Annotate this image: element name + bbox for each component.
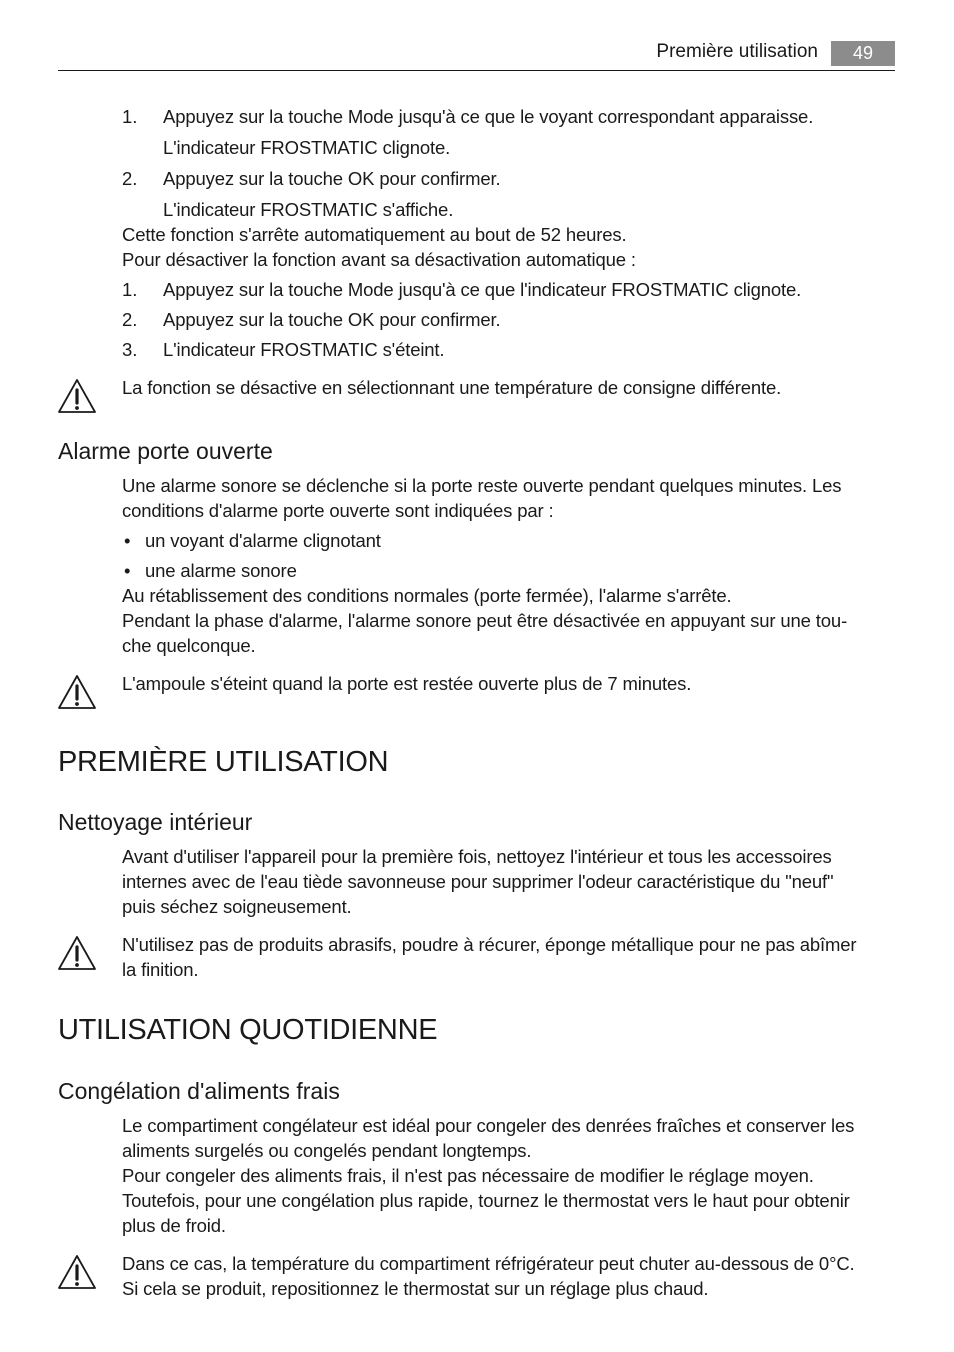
paragraph-line: plus de froid. xyxy=(122,1215,226,1236)
paragraph-line: internes avec de l'eau tiède savonneuse pour supprimer l'odeur caractéristique du "neuf" xyxy=(122,871,834,892)
warning-text: la finition. xyxy=(122,959,199,980)
paragraph-line: Toutefois, pour une congélation plus rapide, tournez le thermostat vers le haut pour obtenir xyxy=(122,1190,850,1211)
warning-triangle-icon xyxy=(57,1254,97,1290)
list-item: une alarme sonore xyxy=(145,560,297,581)
step-text: Appuyez sur la touche Mode jusqu'à ce que le voyant correspondant apparaisse. xyxy=(163,106,814,127)
paragraph-line: Pour désactiver la fonction avant sa désactivation automatique : xyxy=(122,249,636,270)
step-number: 1. xyxy=(122,106,138,127)
paragraph-line: Le compartiment congélateur est idéal pour congeler des denrées fraîches et conserver les xyxy=(122,1115,855,1136)
bullet-icon: • xyxy=(124,560,131,581)
chapter-title: UTILISATION QUOTIDIENNE xyxy=(58,1014,438,1046)
paragraph-line: conditions d'alarme porte ouverte sont indiquées par : xyxy=(122,500,554,521)
section-title: Alarme porte ouverte xyxy=(58,438,273,464)
page-number: 49 xyxy=(831,41,895,66)
paragraph-line: Pendant la phase d'alarme, l'alarme sonore peut être désactivée en appuyant sur une tou- xyxy=(122,610,848,631)
paragraph-line: aliments surgelés ou congelés pendant longtemps. xyxy=(122,1140,532,1161)
section-title: Congélation d'aliments frais xyxy=(58,1078,340,1104)
warning-text: N'utilisez pas de produits abrasifs, poudre à récurer, éponge métallique pour ne pas abîmer xyxy=(122,934,857,955)
step-number: 3. xyxy=(122,339,138,360)
running-header: Première utilisation xyxy=(656,41,818,62)
step-number: 2. xyxy=(122,168,138,189)
paragraph-line: che quelconque. xyxy=(122,635,256,656)
step-result: L'indicateur FROSTMATIC clignote. xyxy=(163,137,451,158)
paragraph-line: puis séchez soigneusement. xyxy=(122,896,352,917)
bullet-icon: • xyxy=(124,530,131,551)
paragraph-line: Une alarme sonore se déclenche si la porte reste ouverte pendant quelques minutes. Les xyxy=(122,475,842,496)
list-item: un voyant d'alarme clignotant xyxy=(145,530,381,551)
step-number: 1. xyxy=(122,279,138,300)
paragraph-line: Au rétablissement des conditions normales (porte fermée), l'alarme s'arrête. xyxy=(122,585,732,606)
paragraph-line: Pour congeler des aliments frais, il n'est pas nécessaire de modifier le réglage moyen. xyxy=(122,1165,814,1186)
chapter-title: PREMIÈRE UTILISATION xyxy=(58,746,389,778)
warning-text: Si cela se produit, repositionnez le thermostat sur un réglage plus chaud. xyxy=(122,1278,709,1299)
warning-triangle-icon xyxy=(57,378,97,414)
header-divider xyxy=(58,70,895,71)
step-text: Appuyez sur la touche OK pour confirmer. xyxy=(163,309,501,330)
warning-text: Dans ce cas, la température du compartiment réfrigérateur peut chuter au-dessous de 0°C. xyxy=(122,1253,855,1274)
paragraph-line: Cette fonction s'arrête automatiquement au bout de 52 heures. xyxy=(122,224,627,245)
step-result: L'indicateur FROSTMATIC s'affiche. xyxy=(163,199,454,220)
warning-triangle-icon xyxy=(57,935,97,971)
step-text: Appuyez sur la touche Mode jusqu'à ce que l'indicateur FROSTMATIC clignote. xyxy=(163,279,802,300)
paragraph-line: Avant d'utiliser l'appareil pour la première fois, nettoyez l'intérieur et tous les accessoires xyxy=(122,846,832,867)
step-number: 2. xyxy=(122,309,138,330)
warning-text: L'ampoule s'éteint quand la porte est restée ouverte plus de 7 minutes. xyxy=(122,673,692,694)
warning-text: La fonction se désactive en sélectionnant une température de consigne différente. xyxy=(122,377,782,398)
step-text: Appuyez sur la touche OK pour confirmer. xyxy=(163,168,501,189)
warning-triangle-icon xyxy=(57,674,97,710)
step-text: L'indicateur FROSTMATIC s'éteint. xyxy=(163,339,445,360)
section-title: Nettoyage intérieur xyxy=(58,809,253,835)
